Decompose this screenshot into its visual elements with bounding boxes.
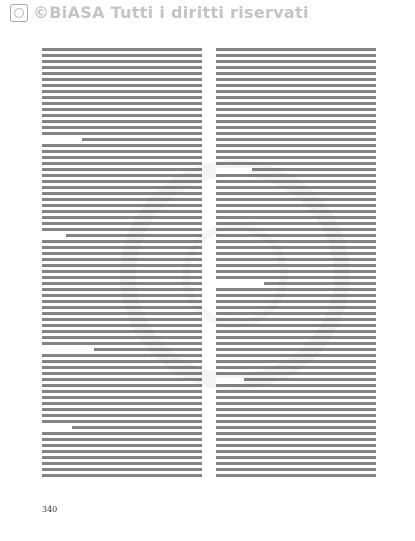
text-column-left xyxy=(42,48,202,478)
biasa-logo-icon xyxy=(10,4,28,22)
watermark-header xyxy=(6,2,410,26)
text-column-right xyxy=(216,48,376,478)
text-body xyxy=(42,48,376,478)
watermark-text: ©BiASA Tutti i diritti riservati xyxy=(33,3,309,22)
page-number: 340 xyxy=(42,505,58,514)
